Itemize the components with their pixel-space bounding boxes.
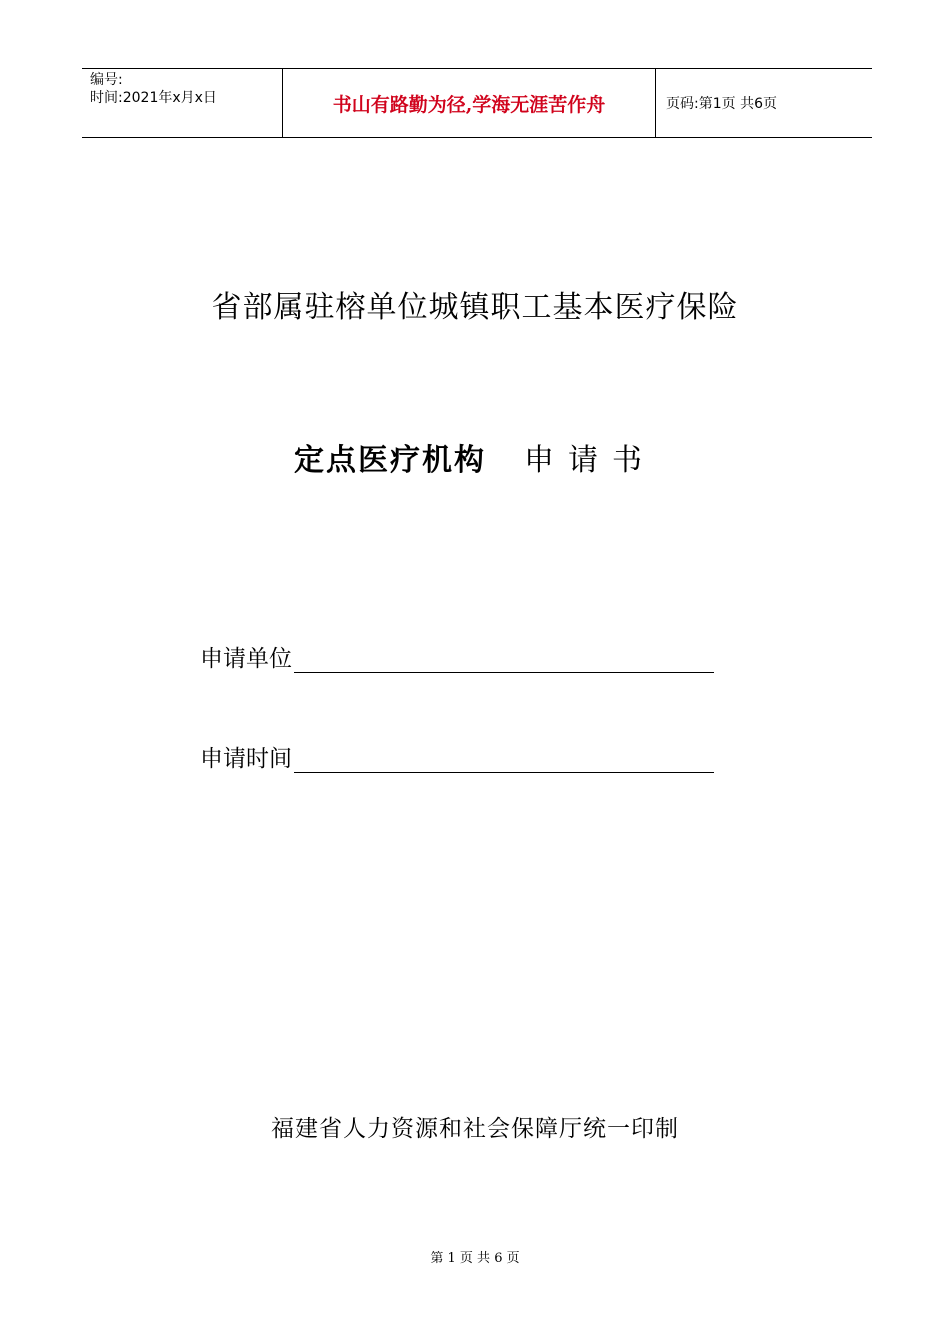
applicant-unit-label: 申请单位 bbox=[200, 646, 292, 672]
application-time-label: 申请时间 bbox=[200, 746, 292, 772]
header-table bbox=[82, 68, 872, 138]
document-title-line1: 省部属驻榕单位城镇职工基本医疗保险 bbox=[211, 290, 739, 325]
document-title-line2b: 申请书 bbox=[524, 443, 656, 478]
header-page-cell bbox=[656, 69, 872, 137]
header-motto-cell bbox=[283, 69, 656, 137]
document-time-label: 时间:2021年x月x日 bbox=[90, 90, 217, 106]
document-number-label: 编号: bbox=[90, 72, 123, 88]
issuer-text: 福建省人力资源和社会保障厅统一印制 bbox=[271, 1116, 679, 1142]
header-motto: 书山有路勤为径,学海无涯苦作舟 bbox=[332, 93, 606, 116]
page-number: 第 1 页 共 6 页 bbox=[430, 1251, 520, 1266]
header-meta-cell bbox=[82, 69, 283, 137]
document-title-line2a: 定点医疗机构 bbox=[294, 443, 486, 478]
document-title-line2 bbox=[0, 435, 950, 479]
application-time-blank-line bbox=[294, 748, 714, 773]
applicant-unit-blank-line bbox=[294, 648, 714, 673]
header-page-info: 页码:第1页 共6页 bbox=[666, 96, 777, 112]
applicant-unit-field bbox=[200, 640, 714, 673]
application-time-field bbox=[200, 740, 714, 773]
